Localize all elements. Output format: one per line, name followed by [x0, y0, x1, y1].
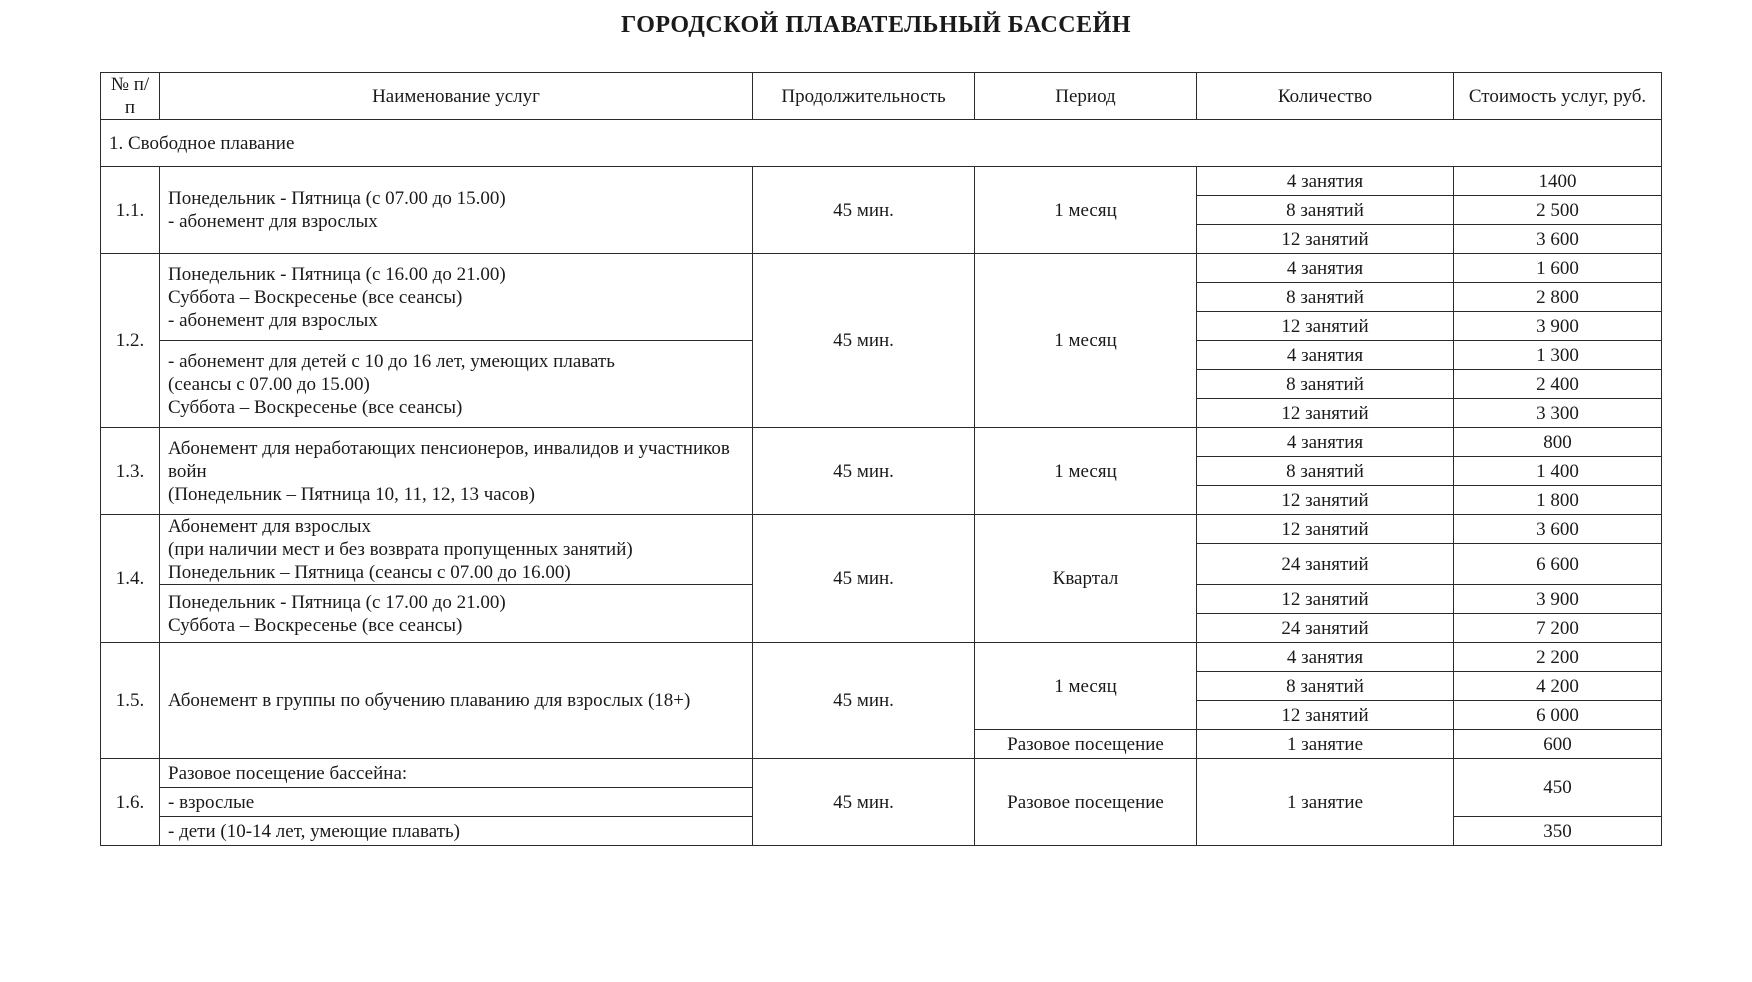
quantity: 4 занятия — [1197, 341, 1454, 370]
duration: 45 мин. — [753, 515, 975, 643]
quantity: 4 занятия — [1197, 167, 1454, 196]
price: 3 900 — [1454, 312, 1662, 341]
quantity: 12 занятий — [1197, 225, 1454, 254]
table-row — [101, 167, 1662, 196]
period: Квартал — [975, 515, 1197, 643]
price: 2 400 — [1454, 370, 1662, 399]
service-name: Абонемент в группы по обучению плаванию для взрослых (18+) — [160, 643, 753, 759]
row-number: 1.5. — [101, 643, 160, 759]
service-name: - абонемент для детей с 10 до 16 лет, умеющих плавать (сеансы с 07.00 до 15.00) Суббота – Воскресенье (все сеансы) — [160, 341, 753, 428]
header-quantity: Количество — [1197, 73, 1454, 120]
price: 1400 — [1454, 167, 1662, 196]
price: 800 — [1454, 428, 1662, 457]
service-name-adult: - взрослые — [160, 788, 753, 817]
page-title: ГОРОДСКОЙ ПЛАВАТЕЛЬНЫЙ БАССЕЙН — [621, 12, 1131, 38]
price: 2 800 — [1454, 283, 1662, 312]
quantity: 12 занятий — [1197, 585, 1454, 614]
period: Разовое посещение — [975, 759, 1197, 846]
table-row — [101, 428, 1662, 457]
header-num: № п/п — [101, 73, 160, 120]
table-row — [101, 515, 1662, 544]
quantity: 24 занятий — [1197, 544, 1454, 585]
price: 4 200 — [1454, 672, 1662, 701]
duration: 45 мин. — [753, 643, 975, 759]
price: 450 — [1454, 759, 1662, 817]
duration: 45 мин. — [753, 428, 975, 515]
quantity: 8 занятий — [1197, 283, 1454, 312]
header-period: Период — [975, 73, 1197, 120]
price: 3 600 — [1454, 225, 1662, 254]
service-name: Понедельник - Пятница (с 17.00 до 21.00) Суббота – Воскресенье (все сеансы) — [160, 585, 753, 643]
price: 600 — [1454, 730, 1662, 759]
service-name: Понедельник - Пятница (с 07.00 до 15.00) - абонемент для взрослых — [160, 167, 753, 254]
row-number: 1.4. — [101, 515, 160, 643]
price: 1 300 — [1454, 341, 1662, 370]
price: 1 600 — [1454, 254, 1662, 283]
service-name: Абонемент для неработающих пенсионеров, инвалидов и участников войн (Понедельник – Пятница 10, 11, 12, 13 часов) — [160, 428, 753, 515]
period: 1 месяц — [975, 643, 1197, 730]
price: 3 600 — [1454, 515, 1662, 544]
price: 1 400 — [1454, 457, 1662, 486]
price: 6 600 — [1454, 544, 1662, 585]
quantity: 8 занятий — [1197, 196, 1454, 225]
service-name: Понедельник - Пятница (с 16.00 до 21.00) Суббота – Воскресенье (все сеансы) - абонемент для взрослых — [160, 254, 753, 341]
header-duration: Продолжительность — [753, 73, 975, 120]
price: 3 900 — [1454, 585, 1662, 614]
price: 7 200 — [1454, 614, 1662, 643]
service-name-child: - дети (10-14 лет, умеющие плавать) — [160, 817, 753, 846]
table-row — [101, 759, 1662, 788]
period: 1 месяц — [975, 428, 1197, 515]
quantity: 12 занятий — [1197, 312, 1454, 341]
price: 2 500 — [1454, 196, 1662, 225]
header-name: Наименование услуг — [160, 73, 753, 120]
quantity: 12 занятий — [1197, 515, 1454, 544]
price: 1 800 — [1454, 486, 1662, 515]
period: 1 месяц — [975, 167, 1197, 254]
quantity: 1 занятие — [1197, 730, 1454, 759]
quantity: 12 занятий — [1197, 399, 1454, 428]
table-header-row — [101, 73, 1662, 120]
period: 1 месяц — [975, 254, 1197, 428]
header-cost: Стоимость услуг, руб. — [1454, 73, 1662, 120]
quantity: 4 занятия — [1197, 643, 1454, 672]
service-name: Абонемент для взрослых (при наличии мест и без возврата пропущенных занятий) Понедельник – Пятница (сеансы с 07.00 до 16.00) — [160, 515, 753, 585]
row-number: 1.1. — [101, 167, 160, 254]
duration: 45 мин. — [753, 759, 975, 846]
table-row — [101, 254, 1662, 283]
quantity: 8 занятий — [1197, 672, 1454, 701]
row-number: 1.3. — [101, 428, 160, 515]
table-row — [101, 643, 1662, 672]
row-number: 1.6. — [101, 759, 160, 846]
duration: 45 мин. — [753, 254, 975, 428]
price: 350 — [1454, 817, 1662, 846]
row-number: 1.2. — [101, 254, 160, 428]
quantity: 4 занятия — [1197, 254, 1454, 283]
section-title: 1. Свободное плавание — [101, 120, 1662, 167]
quantity: 4 занятия — [1197, 428, 1454, 457]
price: 3 300 — [1454, 399, 1662, 428]
quantity: 24 занятий — [1197, 614, 1454, 643]
service-name: Разовое посещение бассейна: — [160, 759, 753, 788]
duration: 45 мин. — [753, 167, 975, 254]
quantity: 12 занятий — [1197, 701, 1454, 730]
quantity: 8 занятий — [1197, 457, 1454, 486]
quantity: 1 занятие — [1197, 759, 1454, 846]
price: 2 200 — [1454, 643, 1662, 672]
quantity: 8 занятий — [1197, 370, 1454, 399]
quantity: 12 занятий — [1197, 486, 1454, 515]
price-table — [100, 72, 1662, 846]
section-row — [101, 120, 1662, 167]
price: 6 000 — [1454, 701, 1662, 730]
period-single: Разовое посещение — [975, 730, 1197, 759]
